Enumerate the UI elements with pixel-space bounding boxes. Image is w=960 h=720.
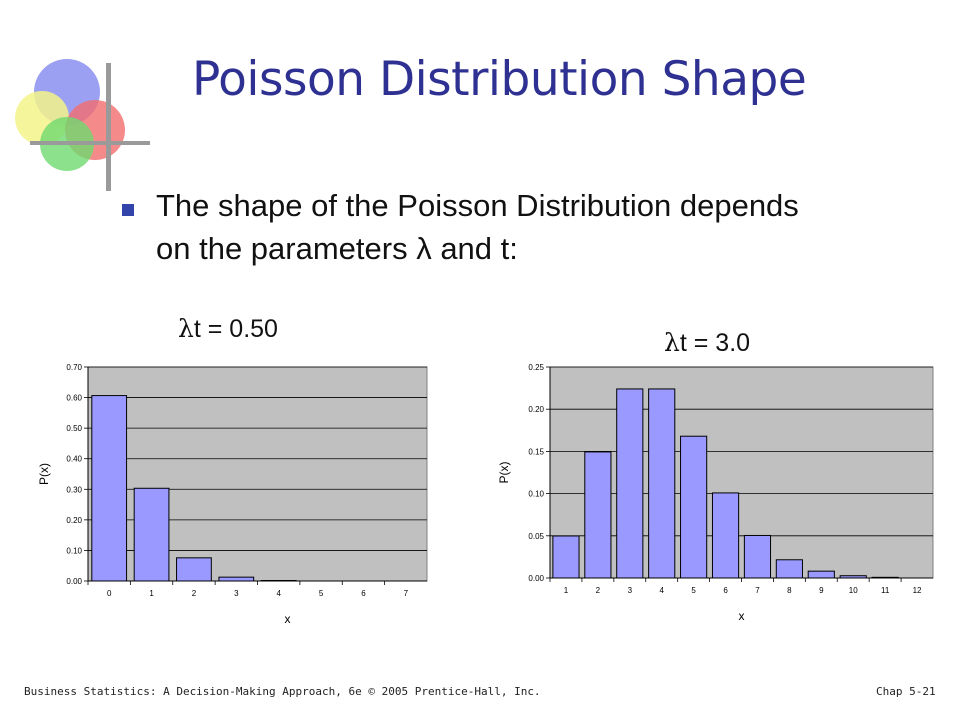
x-tick-label: 11 bbox=[880, 586, 890, 595]
chart-lambda-t-0-50 bbox=[30, 355, 470, 635]
y-tick-label: 0.25 bbox=[528, 363, 544, 372]
y-axis-label: P(x) bbox=[37, 463, 51, 485]
slide-title: Poisson Distribution Shape bbox=[192, 52, 807, 107]
bar bbox=[776, 560, 802, 578]
x-tick-label: 3 bbox=[627, 586, 633, 595]
y-tick-label: 0.30 bbox=[66, 485, 82, 495]
chart-lambda-t-3-0 bbox=[490, 355, 940, 635]
x-tick-label: 12 bbox=[912, 586, 922, 595]
chart1-label bbox=[178, 314, 278, 344]
y-tick-label: 0.00 bbox=[66, 577, 82, 586]
bar bbox=[681, 436, 707, 578]
x-tick-label: 6 bbox=[723, 586, 728, 595]
chart1-label-text: t = 0.50 bbox=[193, 315, 278, 343]
x-tick-label: 3 bbox=[234, 589, 239, 598]
y-tick-label: 0.20 bbox=[66, 515, 82, 525]
y-tick-label: 0.60 bbox=[66, 393, 82, 403]
bar bbox=[92, 396, 127, 581]
y-tick-label: 0.20 bbox=[528, 405, 544, 415]
bar bbox=[649, 389, 675, 578]
x-tick-label: 7 bbox=[403, 589, 409, 598]
chart2-label bbox=[664, 328, 750, 358]
bar bbox=[808, 571, 834, 578]
x-tick-label: 9 bbox=[819, 586, 824, 595]
y-tick-label: 0.00 bbox=[528, 574, 544, 583]
x-axis-label: x bbox=[284, 612, 291, 626]
bar bbox=[219, 577, 254, 581]
y-tick-label: 0.70 bbox=[66, 363, 82, 372]
bar bbox=[712, 493, 738, 578]
decorative-circles-logo bbox=[10, 55, 150, 195]
x-tick-label: 5 bbox=[691, 586, 696, 595]
x-tick-label: 2 bbox=[595, 586, 601, 595]
bar bbox=[553, 536, 579, 578]
x-tick-label: 7 bbox=[755, 586, 760, 595]
bullet-square-icon bbox=[122, 204, 134, 216]
bar bbox=[744, 535, 770, 578]
x-tick-label: 1 bbox=[563, 586, 569, 595]
chart1-label-symbol: λ bbox=[178, 314, 194, 343]
bar bbox=[840, 576, 866, 578]
chart2-label-text: t = 3.0 bbox=[679, 329, 751, 357]
bar bbox=[177, 558, 212, 581]
bar bbox=[134, 488, 169, 581]
x-tick-label: 4 bbox=[659, 586, 664, 595]
x-tick-label: 6 bbox=[361, 589, 366, 598]
y-axis-label: P(x) bbox=[497, 461, 511, 484]
x-tick-label: 8 bbox=[787, 586, 792, 595]
y-tick-label: 0.15 bbox=[528, 447, 544, 457]
x-tick-label: 1 bbox=[149, 589, 154, 598]
x-tick-label: 0 bbox=[106, 589, 112, 598]
x-tick-label: 4 bbox=[276, 589, 281, 598]
x-tick-label: 5 bbox=[318, 589, 324, 598]
y-tick-label: 0.05 bbox=[528, 531, 544, 541]
footer-page-number: Chap 5-21 bbox=[876, 685, 936, 698]
y-tick-label: 0.40 bbox=[66, 454, 82, 464]
y-tick-label: 0.50 bbox=[66, 424, 82, 434]
footer-citation: Business Statistics: A Decision-Making Approach, 6e © 2005 Prentice-Hall, Inc. bbox=[24, 685, 541, 698]
bar bbox=[585, 452, 611, 578]
bar bbox=[617, 389, 643, 578]
x-tick-label: 2 bbox=[191, 589, 197, 598]
bar bbox=[872, 577, 898, 578]
x-axis-label: x bbox=[738, 609, 745, 623]
y-tick-label: 0.10 bbox=[66, 546, 82, 556]
bullet-text: The shape of the Poisson Distribution depends on the parameters λ and t: bbox=[156, 188, 799, 266]
chart2-label-symbol: λ bbox=[664, 328, 680, 357]
x-tick-label: 10 bbox=[848, 586, 858, 595]
y-tick-label: 0.10 bbox=[528, 489, 544, 499]
